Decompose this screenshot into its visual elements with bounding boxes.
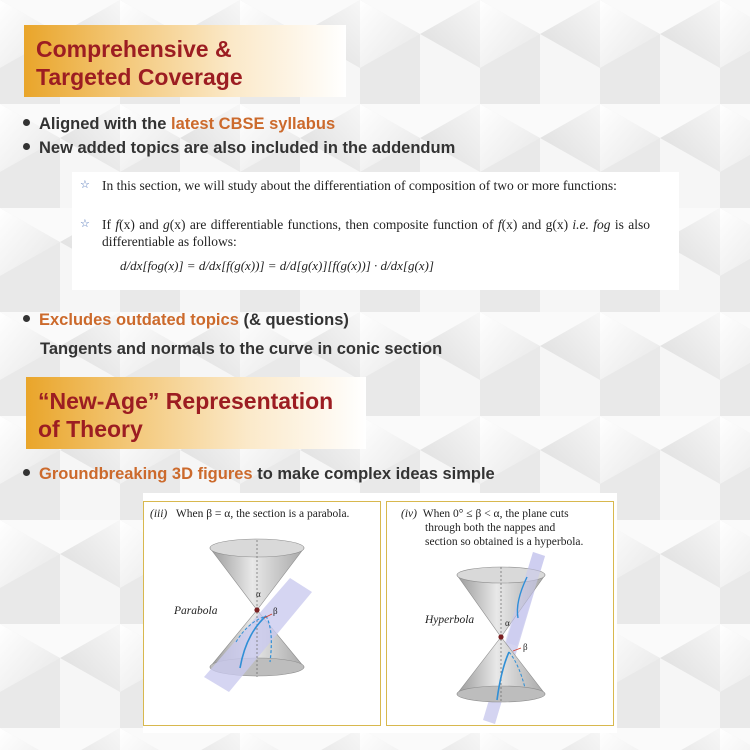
book-text: In this section, we will study about the differentiation of composition of two or more functions: (102, 178, 617, 193)
title-line: of Theory (38, 416, 143, 442)
figure-caption: (iv) When 0° ≤ β < α, the plane cuts through both the nappes and section so obtained is a hyperbola. (401, 508, 584, 548)
bullet-dot (23, 469, 30, 476)
figure-hyperbola (386, 501, 614, 726)
hyperbola-cone-diagram (387, 502, 615, 727)
bullet-highlight: Groundbreaking 3D figures (39, 465, 253, 483)
bullet-dot (23, 143, 30, 150)
bullet-text: Tangents and normals to the curve in conic section (40, 340, 443, 358)
figure-parabola (143, 501, 381, 726)
section-title-coverage (24, 25, 346, 97)
book-text: If f(x) and g(x) are differentiable functions, then composite function of f(x) and g(x) i.e. fog is also differentiable as follows: (102, 217, 650, 249)
bullet-subtext (40, 340, 442, 359)
star-icon: ☆ (80, 218, 90, 230)
title-line: Targeted Coverage (36, 64, 243, 90)
book-item (80, 177, 650, 194)
alpha-label: α (505, 618, 510, 628)
alpha-label: α (256, 589, 261, 599)
book-excerpt-composition (72, 172, 679, 290)
parabola-label: Parabola (174, 605, 218, 617)
figure-caption: (iii) When β = α, the section is a parabola. (150, 508, 350, 520)
bullet-addendum (23, 139, 455, 158)
title-line: “New-Age” Representation (38, 388, 334, 414)
bullet-dot (23, 119, 30, 126)
bullet-text: New added topics are also included in the addendum (39, 139, 456, 157)
book-item (80, 216, 650, 250)
bullet-text: (& questions) (238, 311, 349, 329)
bullet-highlight: Excludes outdated topics (39, 311, 239, 329)
cone-figures (143, 493, 617, 733)
bullet-highlight: latest CBSE syllabus (171, 115, 336, 133)
bullet-dot (23, 315, 30, 322)
section-title-representation (26, 377, 366, 449)
chain-rule-formula (120, 258, 434, 274)
title-line: Comprehensive & (36, 36, 232, 62)
formula-text: d/dx[fog(x)] = d/dx[f(g(x))] = d/d[g(x)][f(g(x))] · d/dx[g(x)] (120, 258, 434, 273)
hyperbola-label: Hyperbola (425, 614, 475, 626)
bullet-outdated (23, 311, 349, 330)
bullet-3d-figures (23, 465, 495, 484)
beta-label: β (273, 606, 278, 616)
bullet-syllabus (23, 115, 335, 134)
beta-label: β (523, 642, 528, 652)
bullet-text: Aligned with the (39, 115, 171, 133)
star-icon: ☆ (80, 179, 90, 191)
bullet-text: to make complex ideas simple (252, 465, 495, 483)
